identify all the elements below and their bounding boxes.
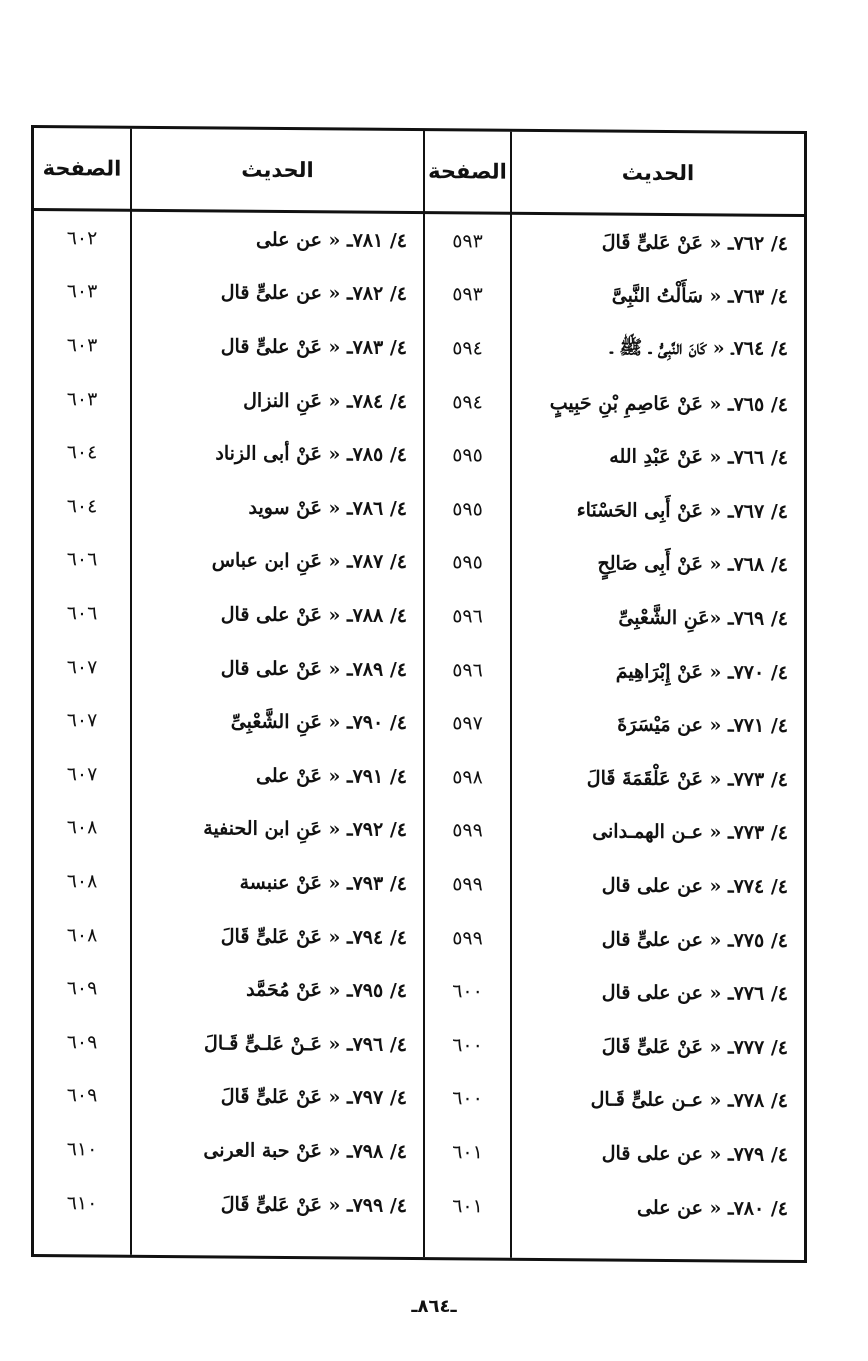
left-page-cell: ٦٠٩ <box>66 1031 98 1054</box>
right-hadith-cell: ٤/ ٧٦٢ـ « عَنْ عَلىٍّ قَالَ <box>601 231 788 255</box>
right-hadith-cell: ٤/ ٧٧٠ـ « عَنْ إِبْرَاهِيمَ <box>615 660 788 684</box>
table-row <box>34 372 804 432</box>
right-page-cell: ٥٩٤ <box>452 390 483 414</box>
left-hadith-cell: ٤/ ٧٨٩ـ « عَنْ على قال <box>220 657 407 681</box>
left-hadith-cell: ٤/ ٧٨٤ـ « عَنِ النزال <box>243 389 407 413</box>
right-page-cell: ٥٩٦ <box>452 605 483 628</box>
left-hadith-cell: ٤/ ٧٨٨ـ « عَنْ على قال <box>220 603 407 627</box>
right-hadith-cell: ٤/ ٧٧٨ـ « عـن علىٍّ قَـال <box>590 1088 788 1113</box>
left-hadith-cell: ٤/ ٧٩٢ـ « عَنِ ابن الحنفية <box>203 817 407 842</box>
table-row <box>34 479 804 539</box>
right-page-cell: ٥٩٧ <box>452 712 483 735</box>
left-hadith-cell: ٤/ ٧٨٥ـ « عَنْ أبى الزناد <box>215 442 407 467</box>
header-left-hadith: الحديث <box>241 157 314 183</box>
left-page-cell: ٦١٠ <box>66 1138 98 1161</box>
table-row <box>34 747 804 807</box>
right-page-cell: ٦٠١ <box>452 1141 483 1164</box>
left-hadith-cell: ٤/ ٧٩٧ـ « عَنْ عَلىٍّ قَالَ <box>220 1085 407 1110</box>
left-hadith-cell: ٤/ ٧٩٩ـ « عَنْ عَلىٍّ قَالَ <box>220 1193 407 1217</box>
left-page-cell: ٦٠٦ <box>66 548 98 571</box>
right-page-cell: ٦٠٠ <box>452 1034 483 1057</box>
right-hadith-cell: ٤/ ٧٧٣ـ « عَنْ عَلْقَمَةَ قَالَ <box>586 767 788 791</box>
right-hadith-cell: ٤/ ٧٧٧ـ « عَنْ عَلىٍّ قَالَ <box>601 1035 788 1059</box>
right-hadith-cell: ٤/ ٧٦٦ـ « عَنْ عَبْدِ الله <box>609 445 788 470</box>
left-page-cell: ٦٠٩ <box>66 977 98 1000</box>
left-page-cell: ٦٠٧ <box>66 763 98 786</box>
left-hadith-cell: ٤/ ٧٨٦ـ « عَنْ سويد <box>248 496 407 520</box>
right-hadith-cell: ٤/ ٧٦٤ـ « كَانَ النَّبِىُّ ـ ﷺ ـ <box>610 336 788 360</box>
index-table <box>31 125 807 1263</box>
right-page-cell: ٥٩٥ <box>452 444 483 467</box>
table-row <box>34 1122 804 1182</box>
table-row <box>34 586 804 646</box>
right-page-cell: ٦٠٠ <box>452 980 483 1003</box>
right-hadith-cell: ٤/ ٧٦٥ـ « عَنْ عَاصِمِ بْنِ حَبِيبٍ <box>549 391 788 416</box>
left-hadith-cell: ٤/ ٧٩٣ـ « عَنْ عنبسة <box>239 871 407 895</box>
right-page-cell: ٥٩٩ <box>452 926 483 950</box>
right-hadith-cell: ٤/ ٧٧٣ـ « عـن الهمـدانى <box>592 820 788 845</box>
left-page-cell: ٦١٠ <box>66 1191 98 1215</box>
table-row <box>34 640 804 700</box>
left-hadith-cell: ٤/ ٧٨٧ـ « عَنِ ابن عباس <box>211 549 407 574</box>
right-hadith-cell: ٤/ ٧٧٥ـ « عن علىٍّ قال <box>601 928 788 952</box>
header-right-hadith: الحديث <box>621 160 695 186</box>
left-hadith-cell: ٤/ ٧٨١ـ « عن على <box>256 228 407 252</box>
table-body <box>34 211 804 1260</box>
right-hadith-cell: ٤/ ٧٧٤ـ « عن على قال <box>601 874 788 898</box>
table-row <box>34 961 804 1021</box>
right-hadith-cell: ٤/ ٧٨٠ـ « عن على <box>637 1196 788 1220</box>
table-row <box>34 211 804 271</box>
right-page-cell: ٥٩٣ <box>452 283 483 306</box>
table-row <box>34 1176 804 1236</box>
table-row <box>34 854 804 914</box>
right-hadith-cell: ٤/ ٧٦٨ـ « عَنْ أَبِى صَالِحٍ <box>597 552 788 577</box>
right-page-cell: ٥٩٣ <box>452 230 483 253</box>
header-right-page: الصفحة <box>428 159 507 184</box>
right-page-cell: ٥٩٩ <box>452 819 483 842</box>
left-page-cell: ٦٠٤ <box>66 441 98 464</box>
right-hadith-cell: ٤/ ٧٦٩ـ «عَنِ الشَّعْبِىِّ <box>618 606 788 630</box>
right-hadith-cell: ٤/ ٧٧٦ـ « عن على قال <box>601 981 788 1006</box>
left-page-cell: ٦٠٦ <box>66 602 98 625</box>
right-hadith-cell: ٤/ ٧٦٧ـ « عَنْ أَبِى الحَسْنَاء <box>576 499 788 523</box>
left-page-cell: ٦٠٤ <box>66 495 98 518</box>
right-hadith-cell: ٤/ ٧٧٩ـ « عن على قال <box>601 1142 788 1166</box>
left-page-cell: ٦٠٧ <box>66 709 98 732</box>
table-row <box>34 265 804 325</box>
left-hadith-cell: ٤/ ٧٨٣ـ « عَنْ علىٍّ قال <box>220 335 407 359</box>
right-page-cell: ٥٩٩ <box>452 873 483 896</box>
left-page-cell: ٦٠٣ <box>66 280 98 303</box>
left-hadith-cell: ٤/ ٧٩٤ـ « عَنْ عَلىٍّ قَالَ <box>220 925 407 949</box>
left-page-cell: ٦٠٣ <box>66 334 98 357</box>
left-hadith-cell: ٤/ ٧٩٨ـ « عَنْ حبة العرنى <box>203 1139 407 1163</box>
right-page-cell: ٥٩٤ <box>452 337 483 360</box>
right-page-cell: ٦٠١ <box>452 1194 483 1218</box>
table-header <box>34 128 804 217</box>
left-page-cell: ٦٠٨ <box>66 870 98 893</box>
left-page-cell: ٦٠٩ <box>66 1084 98 1107</box>
right-page-cell: ٥٩٥ <box>452 498 483 521</box>
table-row <box>34 801 804 861</box>
left-hadith-cell: ٤/ ٧٨٢ـ « عن علىٍّ قال <box>220 281 407 306</box>
right-hadith-cell: ٤/ ٧٧١ـ « عن مَيْسَرَةَ <box>617 713 788 738</box>
right-page-cell: ٦٠٠ <box>452 1087 483 1110</box>
right-page-cell: ٥٩٦ <box>452 658 483 682</box>
left-page-cell: ٦٠٣ <box>66 387 98 411</box>
page-number: ـ٨٦٤ـ <box>411 1296 457 1317</box>
table-row <box>34 425 804 485</box>
table-row <box>34 693 804 753</box>
left-page-cell: ٦٠٧ <box>66 655 98 679</box>
table-row <box>34 1015 804 1075</box>
left-page-cell: ٦٠٨ <box>66 816 98 839</box>
left-page-cell: ٦٠٢ <box>66 227 98 250</box>
left-hadith-cell: ٤/ ٧٩٥ـ « عَنْ مُحَمَّد <box>246 978 407 1003</box>
left-hadith-cell: ٤/ ٧٩٦ـ « عَـنْ عَلـىٍّ قَـالَ <box>204 1032 407 1056</box>
table-row <box>34 1069 804 1129</box>
left-hadith-cell: ٤/ ٧٩٠ـ « عَنِ الشَّعْبِىِّ <box>230 710 407 735</box>
right-page-cell: ٥٩٥ <box>452 551 483 574</box>
left-hadith-cell: ٤/ ٧٩١ـ « عَنْ على <box>256 764 407 788</box>
left-page-cell: ٦٠٨ <box>66 923 98 947</box>
header-left-page: الصفحة <box>42 156 122 181</box>
right-page-cell: ٥٩٨ <box>452 766 483 789</box>
table-row <box>34 908 804 968</box>
table-row <box>34 533 804 593</box>
table-row <box>34 318 804 378</box>
right-hadith-cell: ٤/ ٧٦٣ـ « سَأَلْتُ النَّبِىَّ <box>611 284 788 309</box>
